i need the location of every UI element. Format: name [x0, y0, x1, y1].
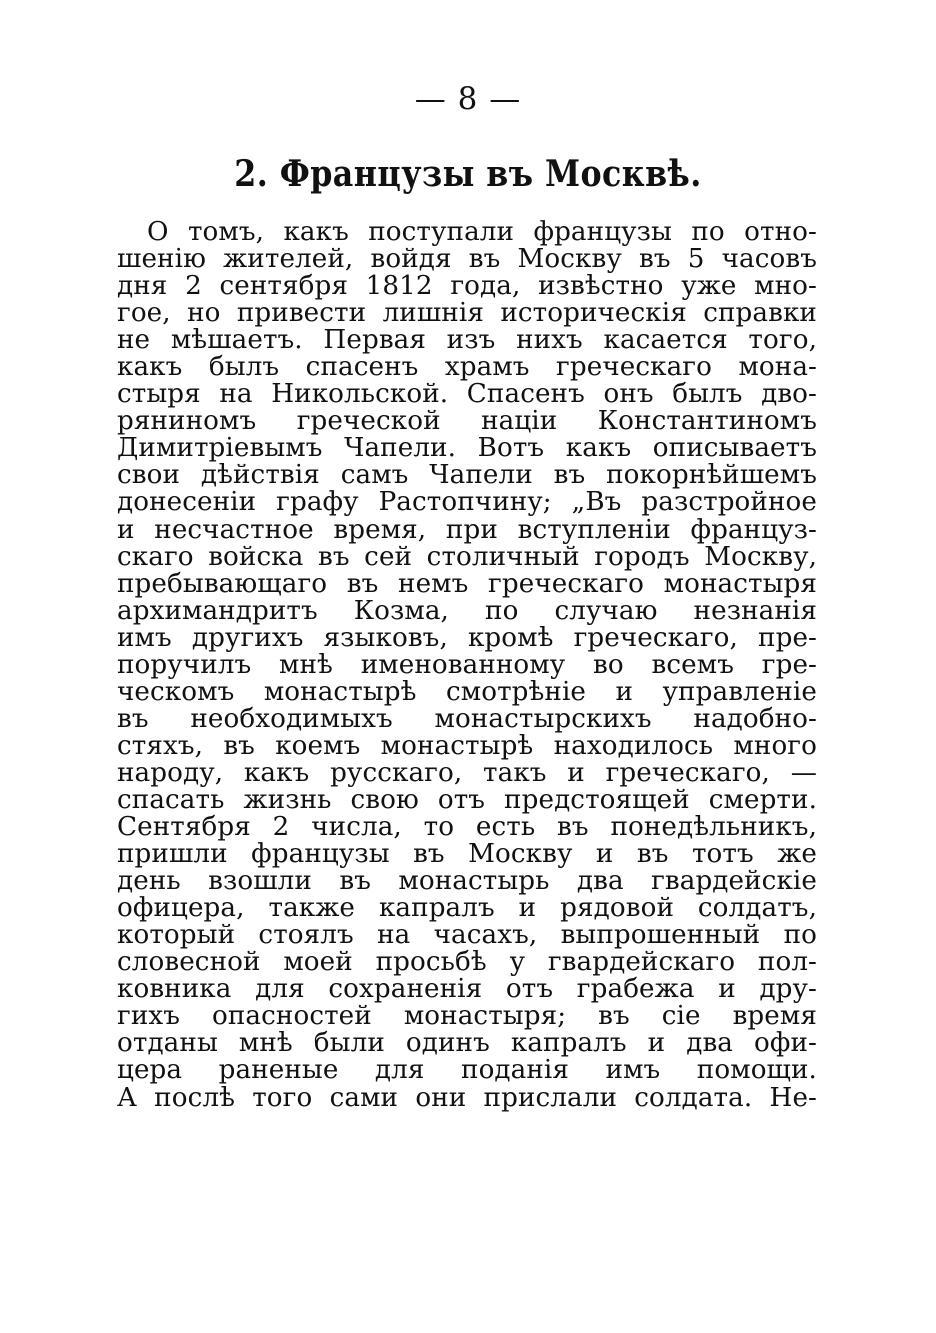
text-line: пребывающаго въ немъ греческаго монастыря [117, 568, 817, 599]
text-line: ческомъ монастырѣ смотрѣніе и управленіе [117, 676, 817, 707]
text-line: скаго войска въ сей столичный городъ Москву, [117, 541, 817, 572]
text-line: словесной моей просьбѣ у гвардейскаго пол- [117, 947, 817, 978]
text-line: О томъ, какъ поступали французы по отно- [147, 217, 817, 247]
text-line: цера раненые для поданія имъ помощи. [117, 1055, 817, 1086]
text-line: не мѣшаетъ. Первая изъ нихъ касается того, [117, 325, 817, 356]
text-line: день взошли въ монастырь два гвардейскіе [117, 866, 817, 897]
text-line: Димитріевымъ Чапели. Вотъ какъ описываетъ [117, 433, 817, 464]
text-line: спасать жизнь свою отъ предстоящей смерти. [117, 784, 817, 815]
text-line: какъ былъ спасенъ храмъ греческаго мона- [117, 352, 817, 383]
text-line: стяхъ, въ коемъ монастырѣ находилось много [117, 730, 817, 761]
text-line: дня 2 сентября 1812 года, извѣстно уже мно- [117, 271, 817, 302]
body-text [117, 219, 817, 1112]
text-line: гихъ опасностей монастыря; въ сіе время [117, 1001, 817, 1032]
text-line: который стоялъ на часахъ, выпрошенный по [117, 920, 817, 951]
text-line: въ необходимыхъ монастырскихъ надобно- [117, 703, 817, 734]
text-line: А послѣ того сами они прислали солдата. Не- [117, 1082, 817, 1113]
text-line: офицера, также капралъ и рядовой солдатъ, [117, 893, 817, 924]
text-line: стыря на Никольской. Спасенъ онъ былъ дво- [117, 379, 817, 410]
text-line: шенію жителей, войдя въ Москву въ 5 часовъ [117, 244, 817, 275]
text-line: и несчастное время, при вступленіи француз- [117, 514, 817, 545]
text-line: народу, какъ русскаго, такъ и греческаго, — [117, 757, 817, 788]
chapter-title: 2. Французы въ Москвѣ. [234, 153, 702, 195]
text-line: отданы мнѣ были одинъ капралъ и два офи- [117, 1028, 817, 1059]
text-line: имъ другихъ языковъ, кромѣ греческаго, пре- [117, 622, 817, 653]
page-number: — 8 — [414, 81, 522, 117]
text-line: Сентября 2 числа, то есть въ понедѣльникъ, [117, 812, 817, 843]
text-line: ряниномъ греческой націи Константиномъ [117, 406, 817, 437]
text-line: гое, но привести лишнія историческія справки [117, 298, 817, 329]
text-line: ковника для сохраненія отъ грабежа и дру- [117, 974, 817, 1005]
text-line: пришли французы въ Москву и въ тотъ же [117, 839, 817, 870]
text-line: донесеніи графу Растопчину; „Въ разстройное [117, 487, 817, 518]
text-line: поручилъ мнѣ именованному во всемъ гре- [117, 649, 817, 680]
text-line: свои дѣйствія самъ Чапели въ покорнѣйшемъ [117, 460, 817, 491]
text-line: архимандритъ Козма, по случаю незнанія [117, 595, 817, 626]
